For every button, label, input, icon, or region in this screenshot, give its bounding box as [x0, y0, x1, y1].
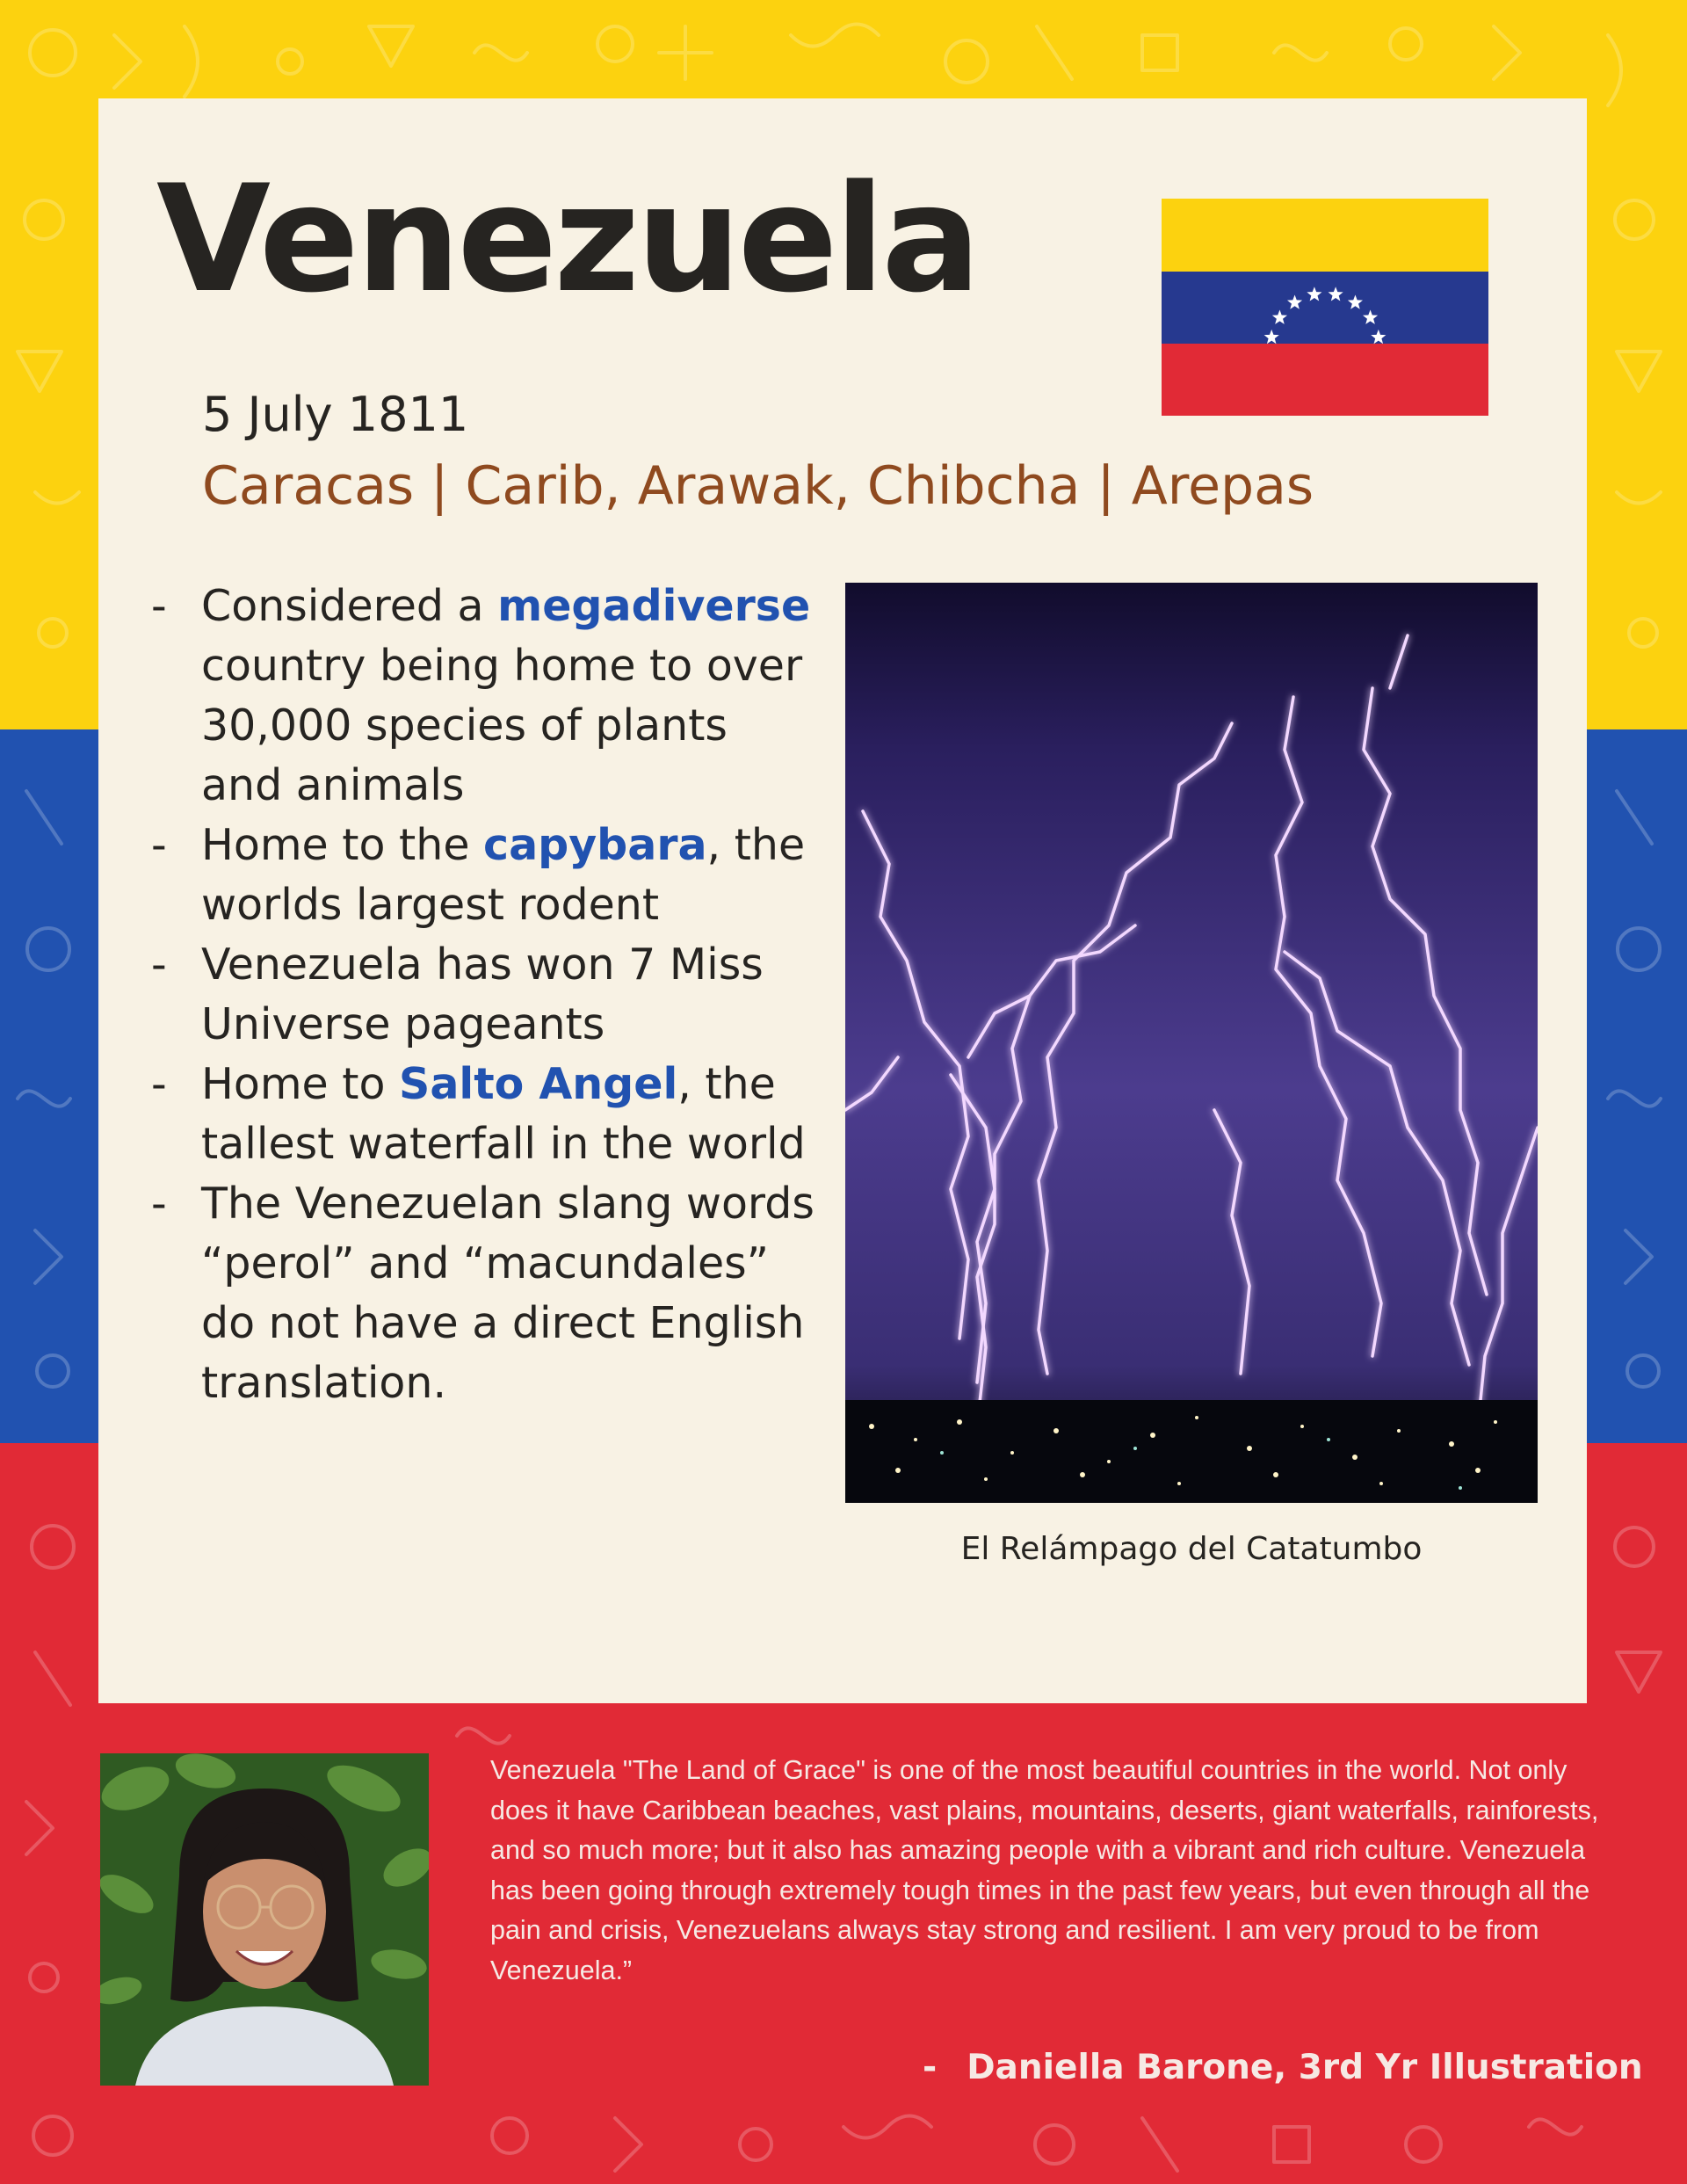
highlight-term: Salto Angel [399, 1059, 678, 1109]
list-item: - The Venezuelan slang words “perol” and “macundales” do not have a direct English translation. [151, 1174, 819, 1413]
author-name: Daniella Barone, 3rd Yr Illustration [967, 2048, 1643, 2087]
bullet-marker: - [151, 820, 167, 870]
bullet-marker: - [151, 1059, 167, 1109]
list-item: - Home to Salto Angel, the tallest waterfall in the world [151, 1055, 819, 1174]
venezuela-flag-icon [1162, 199, 1488, 416]
fact-list [151, 577, 819, 1413]
list-item: - Venezuela has won 7 Miss Universe pageants [151, 935, 819, 1055]
bullet-marker: - [151, 940, 167, 990]
list-item: - Considered a megadiverse country being home to over 30,000 species of plants and animals [151, 577, 819, 816]
country-facts: Caracas | Carib, Arawak, Chibcha | Arepas [202, 455, 1314, 517]
author-quote: Venezuela "The Land of Grace" is one of the most beautiful countries in the world. Not only does it have Caribbean beaches, vast plains, mountains, deserts, giant waterfalls, rainforests, and so much more; but it also has amazing people with a vibrant and rich culture. Venezuela has been going through extremely tough times in the past few years, but even through all the pain and crisis, Venezuelans always stay strong and resilient. I am very proud to be from Venezuela.” [490, 1755, 1599, 1985]
lightning-photo [845, 583, 1538, 1503]
attribution-marker: - [923, 2048, 938, 2087]
highlight-term: megadiverse [497, 581, 811, 631]
quote-attribution [923, 2048, 1643, 2087]
highlight-term: capybara [483, 820, 707, 870]
page-title: Venezuela [156, 153, 978, 325]
independence-date: 5 July 1811 [202, 387, 469, 442]
bullet-marker: - [151, 581, 167, 631]
photo-caption: El Relámpago del Catatumbo [960, 1531, 1423, 1567]
list-item: - Home to the capybara, the worlds largest rodent [151, 816, 819, 935]
author-portrait [100, 1753, 429, 2086]
bullet-marker: - [151, 1179, 167, 1229]
